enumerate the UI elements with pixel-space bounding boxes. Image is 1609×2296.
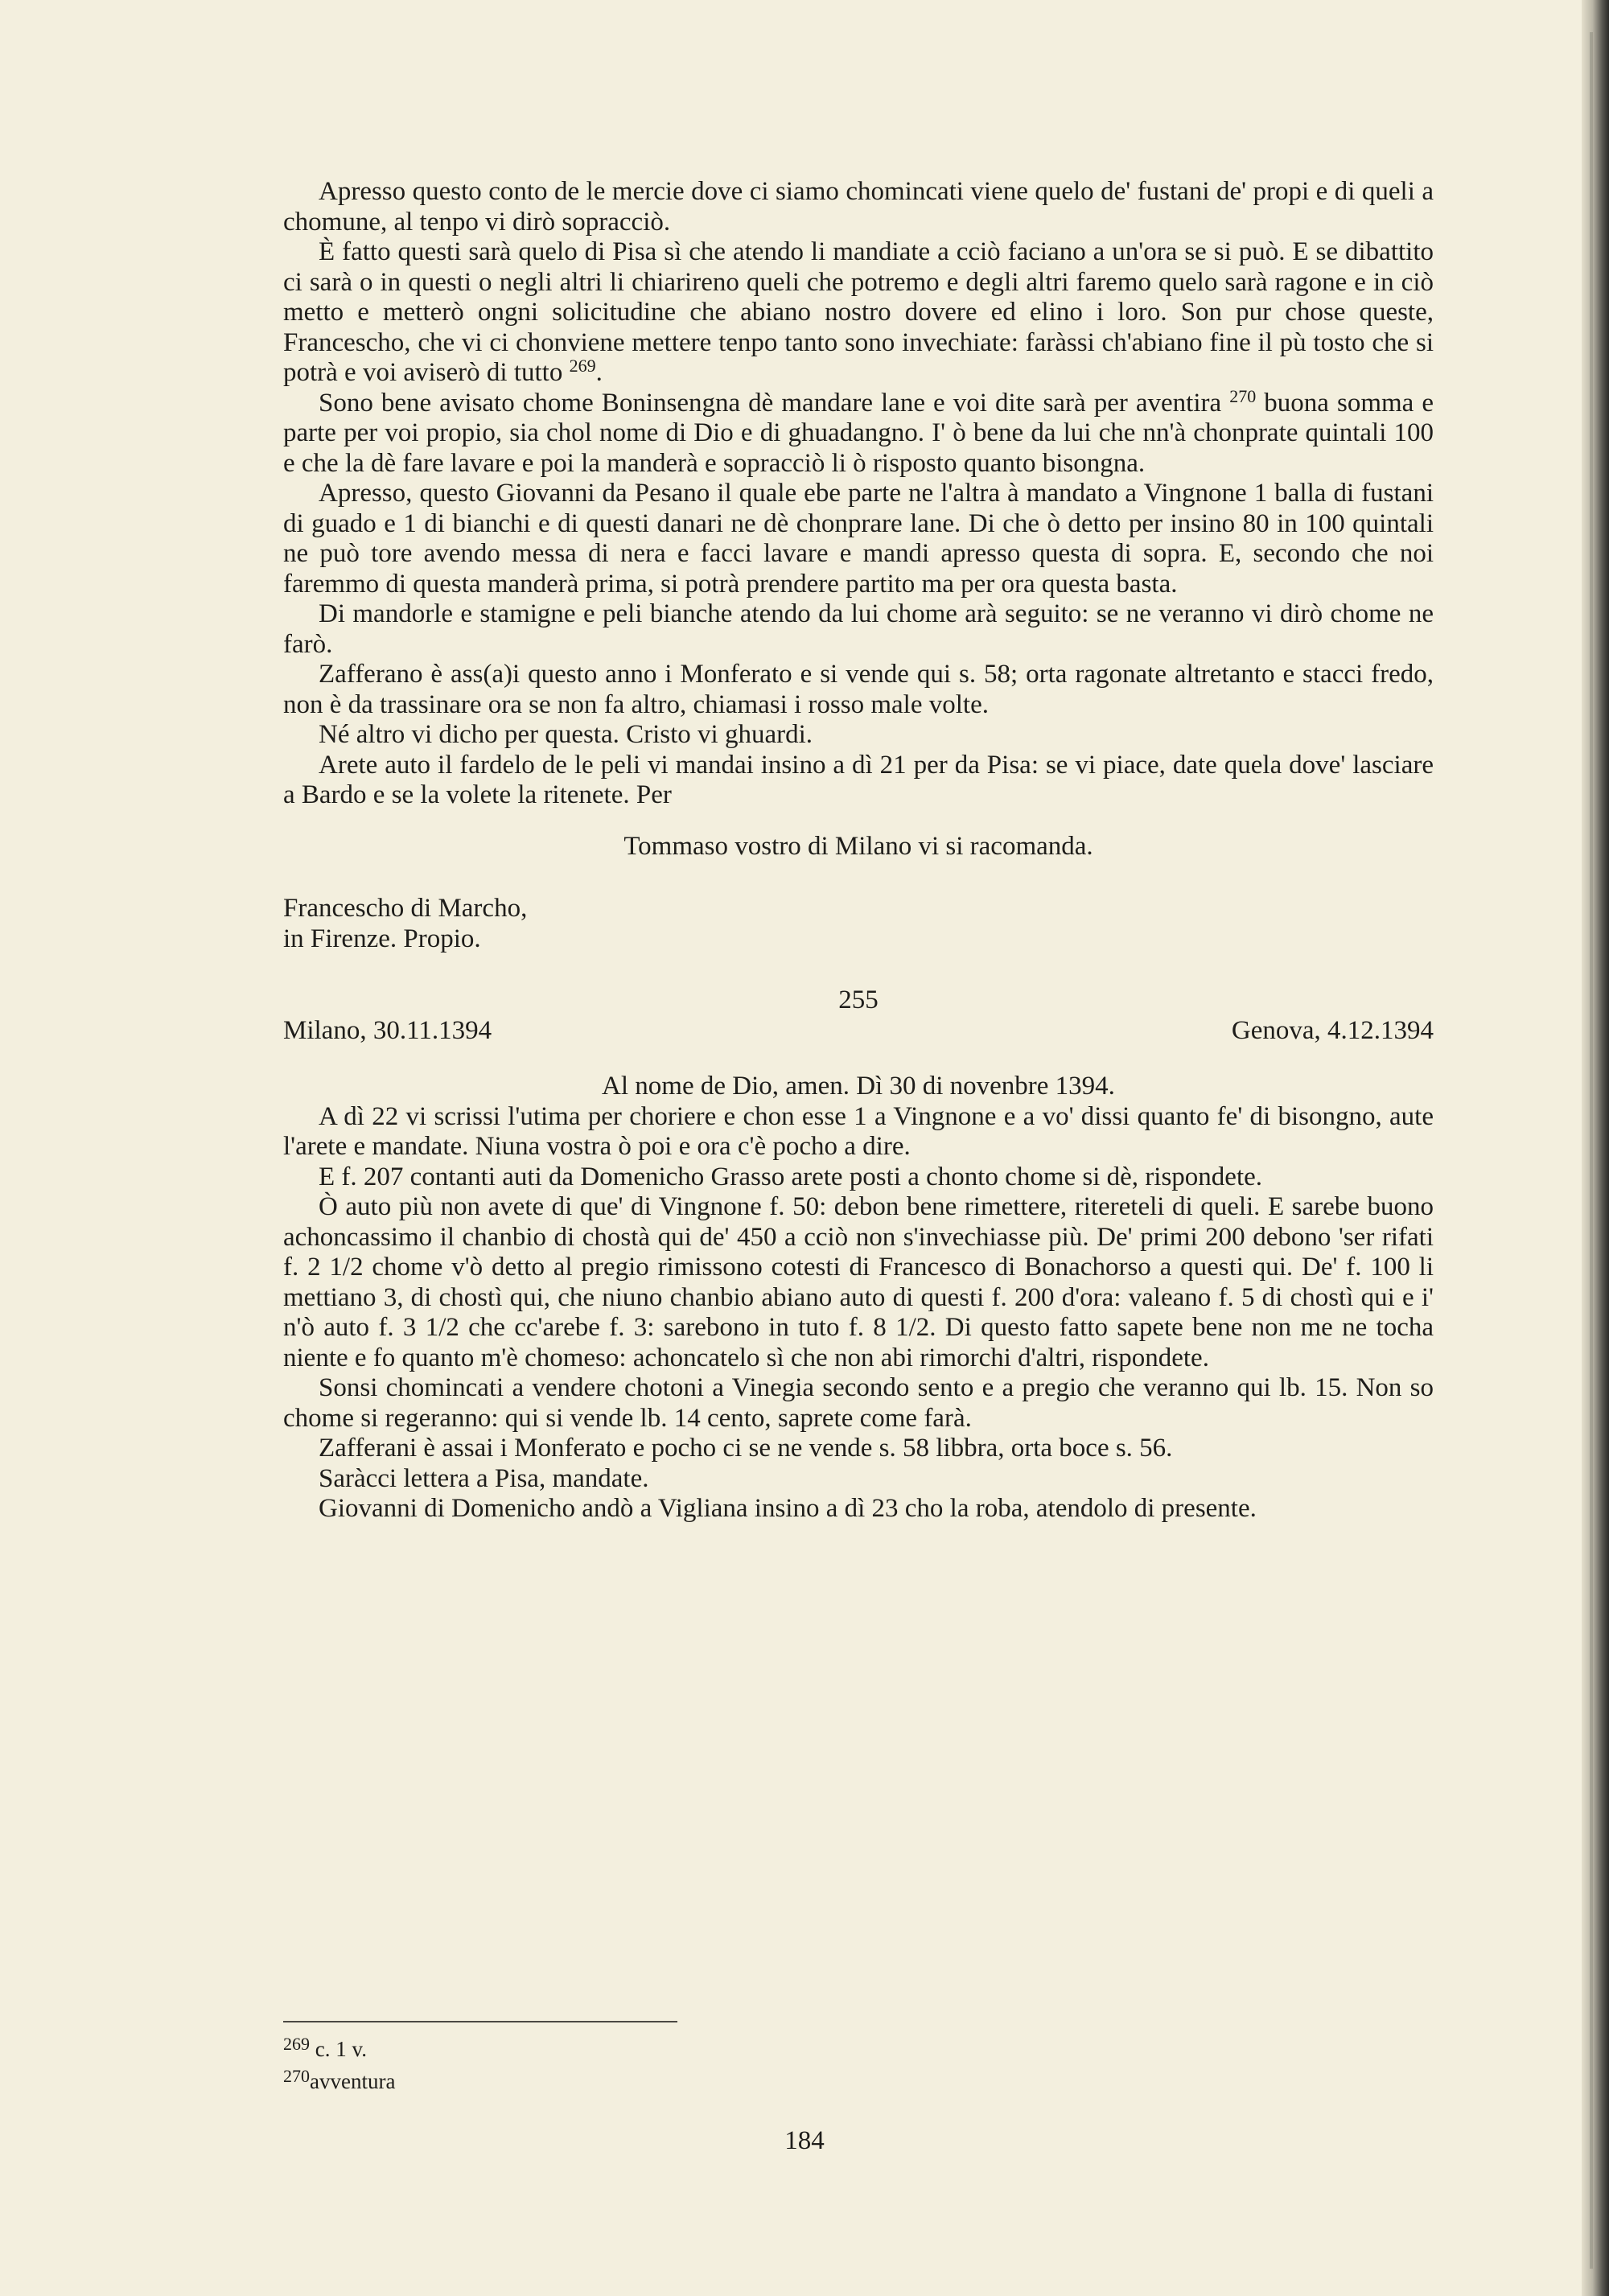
letter-number: 255 — [838, 985, 879, 1014]
letter-origin: Milano, 30.11.1394 — [283, 1016, 492, 1045]
paragraph: Zafferano è ass(a)i questo anno i Monferato e si vende qui s. 58; orta ragonate altretanto e stacci fredo, non è da trassinare ora se non fa altro, chiamasi i rosso male volte. — [283, 660, 1434, 719]
footnote-ref[interactable]: 269 — [569, 356, 596, 376]
paragraph: Giovanni di Domenicho andò a Vigliana insino a dì 23 cho la roba, atendolo di presente. — [319, 1494, 1257, 1523]
footnote: $^{270}$avventura — [283, 2066, 396, 2093]
address-line: in Firenze. Propio. — [283, 924, 481, 953]
page-edge-shadow — [1582, 0, 1609, 2296]
salutation: Al nome de Dio, amen. Dì 30 di novenbre 1394. — [602, 1072, 1115, 1101]
letter-255 — [283, 985, 1434, 1524]
text-body — [283, 177, 1434, 1524]
paragraph: Zafferani è assai i Monferato e pocho ci se ne vende s. 58 libbra, orta boce s. 56. — [319, 1434, 1173, 1463]
page-number: 184 — [784, 2126, 825, 2155]
footnote-rule — [283, 2021, 677, 2022]
letter-destination: Genova, 4.12.1394 — [1231, 1016, 1434, 1045]
paragraph: Ò auto più non avete di que' di Vingnone f. 50: debon bene rimettere, ritereteli di queli. E sarebe buono achoncassimo il chanbio di chostà qui de' 450 a cciò non s'invechiasse più. De' primi 200 debono 'ser rifati f. 2 1/2 chome v'ò detto al pregio rimissono cotesti di Francesco di Bonachorso a questi qui. De' f. 100 li mettiano 3, di chostì qui, che niuno chanbio abiano auto di questi f. 200 d'ora: valeano f. 5 di chostì qui e i' n'ò auto f. 3 1/2 che cc'arebe f. 3: sarebono in tuto f. 8 1/2. Di questo fatto sapete bene non me ne tocha niente e fo quanto m'è chomeso: achoncatelo sì che non abi rimorchi d'altri, rispondete. — [283, 1192, 1434, 1372]
paragraph: Di mandorle e stamigne e peli bianche atendo da lui chome arà seguito: se ne veranno vi dirò chome ne farò. — [283, 599, 1434, 659]
page-edge-line — [1590, 32, 1593, 2269]
paragraph: Apresso questo conto de le mercie dove ci siamo chomincati viene quelo de' fustani de' propi e di queli a chomune, al tenpo vi dirò sopracciò. — [283, 177, 1434, 237]
letter-254-continuation — [283, 177, 1434, 954]
paragraph: A dì 22 vi scrissi l'utima per choriere e chon esse 1 a Vingnone e a vo' dissi quanto fe' di bisongno, aute l'arete e mandate. Niuna vostra ò poi e ora c'è pocho a dire. — [283, 1101, 1434, 1161]
footnote-ref[interactable]: 270 — [1229, 385, 1257, 406]
paragraph: Sonsi chomincati a vendere chotoni a Vinegia secondo sento e a pregio che veranno qui lb. 15. Non so chome si regeranno: qui si vende lb. 14 cento, saprete come farà. — [283, 1373, 1434, 1433]
address-line: Francescho di Marcho, — [283, 894, 528, 923]
paragraph: È fatto questi sarà quelo di Pisa sì che atendo li mandiate a cciò faciano a un'ora se si può. E se dibattito ci sarà o in questi o negli altri li chiarireno queli che potremo e degli altri faremo quelo sarà ragone e in ciò metto e metterò ongni solicitudine che abiano nostro dovere ed elino i loro. Son pur chose queste, Francescho, che vi ci chonviene mettere tenpo tanto sono invechiate: faràssi ch'abiano fine il pù tosto che si potrà e voi aviserò di tutto $^{269}$. — [283, 237, 1434, 387]
paragraph: Arete auto il fardelo de le peli vi mandai insino a dì 21 per da Pisa: se vi piace, date quela dove' lasciare a Bardo e se la volete la ritenete. Per — [283, 750, 1434, 809]
paragraph: Saràcci lettera a Pisa, mandate. — [319, 1463, 649, 1493]
paragraph: Apresso, questo Giovanni da Pesano il quale ebe parte ne l'altra à mandato a Vingnone 1 balla di fustani di guado e 1 di bianchi e di questi danari ne dè chonprare lane. Di che ò detto per insino 80 in 100 quintali ne può tore avendo messa di nera e facci lavare e mandi apresso questa di sopra. E, secondo che noi faremmo di questa manderà prima, si potrà prendere partito ma per ora questa basta. — [283, 479, 1434, 599]
signature: Tommaso vostro di Milano vi si racomanda. — [623, 831, 1093, 861]
paragraph: Sono bene avisato chome Boninsengna dè mandare lane e voi dite sarà per aventira $^{270}$ buona somma e parte per voi propio, sia chol nome di Dio e di ghuadangno. I' ò bene da lui che nn'à chonprate quintali 100 e che la dè fare lavare e poi la manderà e sopracciò li ò risposto quanto bisongna. — [283, 385, 1434, 478]
letter-header — [283, 1015, 1434, 1046]
paragraph: Né altro vi dicho per questa. Cristo vi ghuardi. — [319, 720, 813, 749]
paragraph: E f. 207 contanti auti da Domenicho Grasso arete posti a chonto chome si dè, rispondete. — [319, 1162, 1263, 1191]
footnote: $^{269}$ c. 1 v. — [283, 2034, 367, 2061]
